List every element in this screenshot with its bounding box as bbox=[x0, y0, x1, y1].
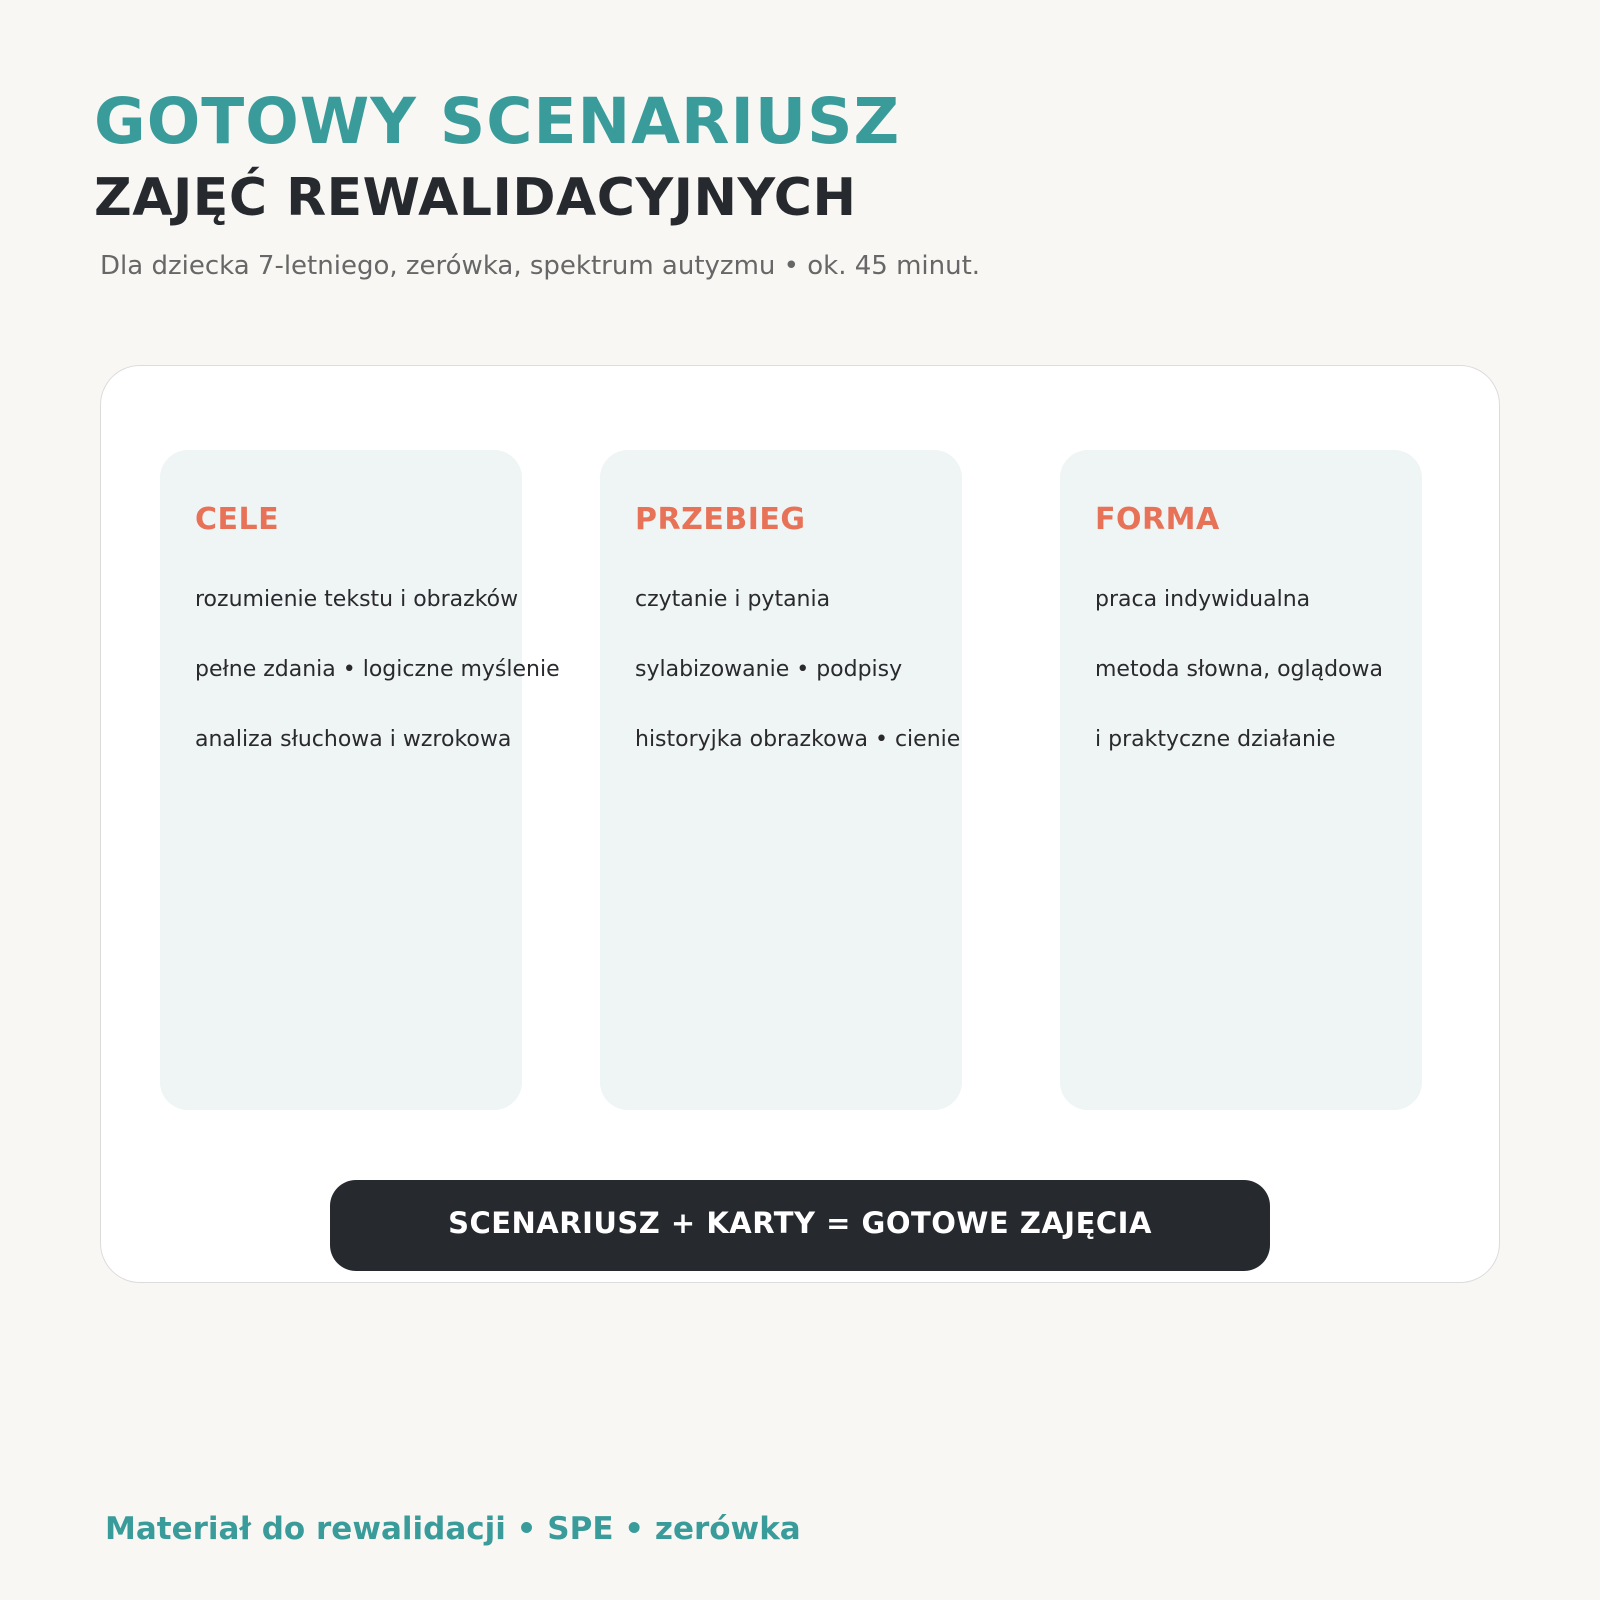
card-list-przebieg bbox=[635, 586, 960, 796]
page-subtitle: Dla dziecka 7-letniego, zerówka, spektrum autyzmu • ok. 45 minut. bbox=[100, 251, 981, 281]
card-heading-forma: FORMA bbox=[1095, 502, 1220, 537]
list-item: sylabizowanie • podpisy bbox=[635, 657, 903, 682]
card-heading-cele: CELE bbox=[195, 502, 280, 537]
card-heading-przebieg: PRZEBIEG bbox=[635, 502, 806, 537]
card-cele bbox=[160, 450, 560, 1110]
card-list-forma bbox=[1095, 586, 1383, 796]
list-item: historyjka obrazkowa • cienie bbox=[635, 727, 961, 752]
page-title-secondary: ZAJĘĆ REWALIDACYJNYCH bbox=[94, 168, 857, 228]
list-item: analiza słuchowa i wzrokowa bbox=[195, 727, 512, 752]
list-item: pełne zdania • logiczne myślenie bbox=[195, 657, 560, 682]
card-forma bbox=[1060, 450, 1422, 1110]
summary-banner-text: SCENARIUSZ + KARTY = GOTOWE ZAJĘCIA bbox=[448, 1205, 1152, 1240]
list-item: metoda słowna, oglądowa bbox=[1095, 657, 1383, 682]
list-item: i praktyczne działanie bbox=[1095, 727, 1336, 752]
summary-banner bbox=[330, 1180, 1270, 1271]
footer-caption: Materiał do rewalidacji • SPE • zerówka bbox=[105, 1511, 801, 1547]
card-list-cele bbox=[195, 586, 560, 796]
list-item: rozumienie tekstu i obrazków bbox=[195, 587, 519, 612]
list-item: praca indywidualna bbox=[1095, 587, 1311, 612]
page-title: GOTOWY SCENARIUSZ bbox=[94, 85, 901, 158]
list-item: czytanie i pytania bbox=[635, 587, 831, 612]
card-przebieg bbox=[600, 450, 962, 1110]
